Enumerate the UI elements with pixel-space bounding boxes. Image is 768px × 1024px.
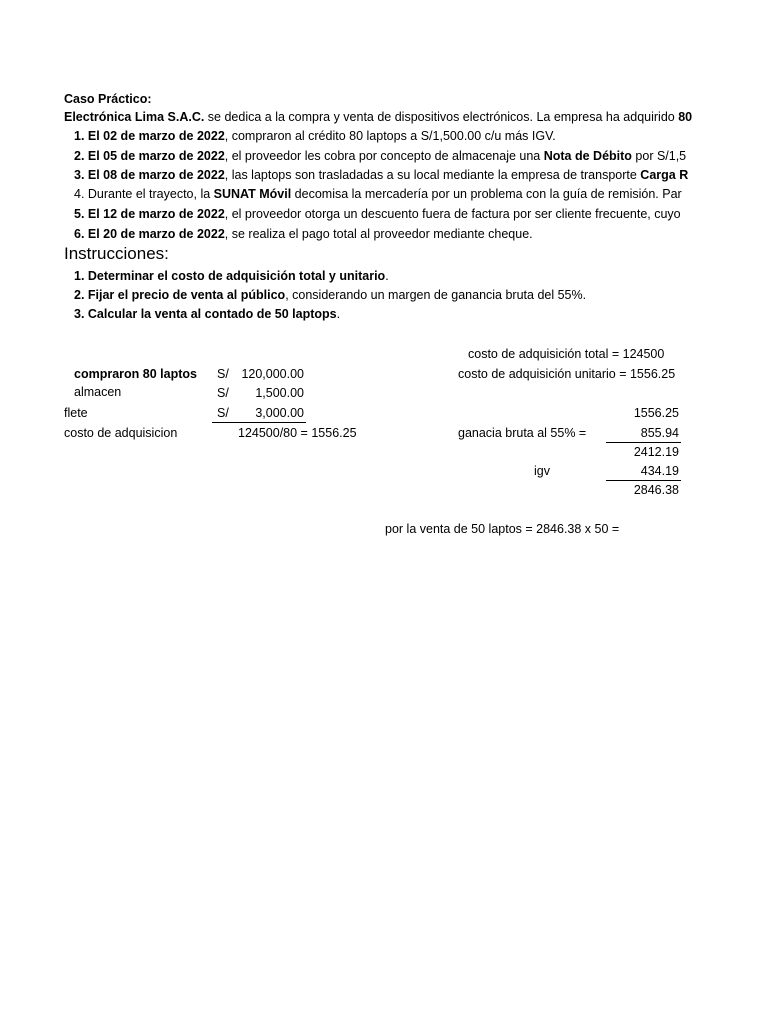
instruction-1: 1. Determinar el costo de adquisición total y unitario.: [74, 269, 389, 283]
case-intro: Electrónica Lima S.A.C. se dedica a la compra y venta de dispositivos electrónicos. La empresa ha adquirido 80: [64, 110, 693, 124]
subtotal-value: 2412.19: [633, 445, 679, 459]
unit-acquisition-cost: costo de adquisición unitario = 1556.25: [458, 367, 676, 381]
total-underline: [606, 480, 681, 481]
case-step-3: 3. El 08 de marzo de 2022, las laptops son trasladadas a su local mediante la empresa de transporte Carga R: [74, 168, 689, 182]
subtotal-underline: [606, 442, 681, 443]
cost-row-amount: 3,000.00: [255, 406, 304, 420]
case-step-5: 5. El 12 de marzo de 2022, el proveedor otorga un descuento fuera de factura por ser cliente frecuente, cuyo: [74, 207, 681, 221]
currency-symbol: S/: [217, 406, 229, 420]
case-step-1: 1. El 02 de marzo de 2022, compraron al crédito 80 laptops a S/1,500.00 c/u más IGV.: [74, 129, 556, 143]
cost-row-amount: 1,500.00: [255, 386, 304, 400]
sale-calculation: por la venta de 50 laptos = 2846.38 x 50 =: [385, 522, 620, 536]
currency-symbol: S/: [217, 367, 229, 381]
case-step-4: 4. Durante el trayecto, la SUNAT Móvil decomisa la mercadería por un problema con la guía de remisión. Par: [74, 187, 682, 201]
cost-row-label: almacen: [74, 385, 122, 399]
igv-value: 434.19: [640, 464, 679, 478]
igv-label: igv: [534, 464, 550, 478]
acquisition-cost-label: costo de adquisicion: [64, 426, 178, 440]
cost-row-label: flete: [64, 406, 88, 420]
instructions-heading: Instrucciones:: [64, 244, 169, 263]
margin-label: ganacia bruta al 55% =: [458, 426, 587, 440]
instruction-3: 3. Calcular la venta al contado de 50 laptops.: [74, 307, 341, 321]
case-step-2: 2. El 05 de marzo de 2022, el proveedor les cobra por concepto de almacenaje una Nota de Débito por S/1,5: [74, 149, 687, 163]
currency-symbol: S/: [217, 386, 229, 400]
margin-value: 855.94: [640, 426, 679, 440]
case-title: Caso Práctico:: [64, 92, 152, 106]
cost-row-amount: 120,000.00: [241, 367, 304, 381]
base-cost-value: 1556.25: [633, 406, 679, 420]
instruction-2: 2. Fijar el precio de venta al público, considerando un margen de ganancia bruta del 55%.: [74, 288, 587, 302]
sum-underline: [212, 422, 306, 423]
case-step-6: 6. El 20 de marzo de 2022, se realiza el pago total al proveedor mediante cheque.: [74, 227, 533, 241]
cost-row-label: compraron 80 laptos: [74, 367, 197, 381]
sale-price-value: 2846.38: [633, 483, 679, 497]
total-acquisition-cost: costo de adquisición total = 124500: [468, 347, 665, 361]
acquisition-cost-value: 124500/80 = 1556.25: [238, 426, 357, 440]
